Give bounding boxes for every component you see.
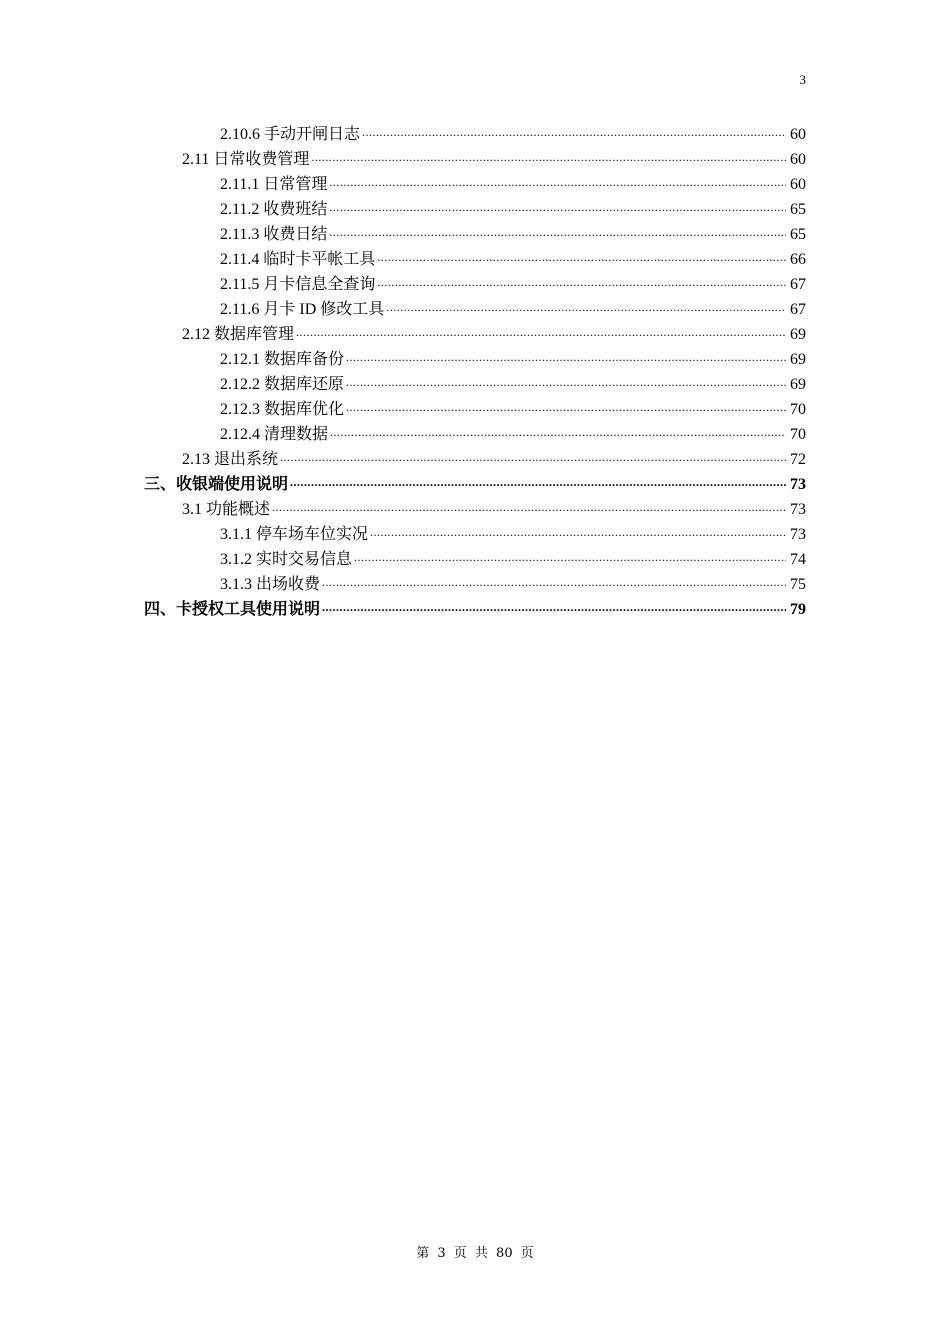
- toc-dot-leader: [296, 314, 786, 339]
- toc-entry-title: 2.11.1 日常管理: [220, 176, 328, 193]
- toc-entry-title: 三、收银端使用说明: [144, 476, 289, 493]
- toc-entry-page: 65: [790, 226, 806, 243]
- toc-entry-title: 3.1.1 停车场车位实况: [220, 526, 369, 543]
- toc-entry-page: 79: [790, 601, 806, 618]
- toc-entry-title: 2.13 退出系统: [182, 451, 279, 468]
- toc-dot-leader: [330, 414, 786, 439]
- toc-entry-title: 2.11.4 临时卡平帐工具: [220, 251, 376, 268]
- toc-entry-title: 2.12 数据库管理: [182, 326, 295, 343]
- toc-dot-leader: [329, 214, 786, 239]
- toc-entry-page: 69: [790, 376, 806, 393]
- toc-entry-page: 69: [790, 326, 806, 343]
- toc-dot-leader: [280, 439, 786, 464]
- toc-entry-title: 3.1 功能概述: [182, 501, 271, 518]
- toc-dot-leader: [377, 239, 786, 264]
- toc-entry-page: 73: [790, 476, 806, 493]
- toc-dot-leader: [322, 564, 786, 589]
- toc-entry-title: 2.12.1 数据库备份: [220, 351, 345, 368]
- toc-entry-page: 73: [790, 526, 806, 543]
- toc-entry-page: 65: [790, 201, 806, 218]
- toc-entry-title: 2.12.3 数据库优化: [220, 401, 345, 418]
- toc-entry-page: 75: [790, 576, 806, 593]
- toc-dot-leader: [329, 189, 786, 214]
- toc-entry-page: 67: [790, 276, 806, 293]
- toc-entry-title: 四、卡授权工具使用说明: [144, 601, 321, 618]
- toc-entry-page: 73: [790, 501, 806, 518]
- toc-entry-title: 3.1.2 实时交易信息: [220, 551, 353, 568]
- footer-page-info: 第 3 页 共 80 页: [416, 1246, 534, 1261]
- toc-entry-title: 2.11.2 收费班结: [220, 201, 328, 218]
- toc-entry-title: 2.12.2 数据库还原: [220, 376, 345, 393]
- toc-entry-page: 74: [790, 551, 806, 568]
- toc-dot-leader: [346, 364, 786, 389]
- toc-entry-page: 66: [790, 251, 806, 268]
- toc-entry-page: 70: [790, 401, 806, 418]
- toc-entry-title: 2.11.5 月卡信息全查询: [220, 276, 376, 293]
- toc-dot-leader: [272, 489, 786, 514]
- toc-dot-leader: [346, 389, 786, 414]
- toc-entry-page: 60: [790, 151, 806, 168]
- toc-dot-leader: [329, 164, 786, 189]
- toc-entry-page: 67: [790, 301, 806, 318]
- toc-entry-title: 3.1.3 出场收费: [220, 576, 321, 593]
- toc-dot-leader: [290, 464, 786, 489]
- toc-entry-title: 2.11.6 月卡 ID 修改工具: [220, 301, 385, 318]
- toc-entry-title: 2.10.6 手动开闸日志: [220, 126, 361, 143]
- toc-entry-page: 70: [790, 426, 806, 443]
- toc-entry-page: 60: [790, 126, 806, 143]
- toc-entry-page: 69: [790, 351, 806, 368]
- table-of-contents: [144, 114, 806, 618]
- toc-dot-leader: [354, 539, 786, 564]
- toc-dot-leader: [322, 589, 786, 614]
- toc-entry-title: 2.11 日常收费管理: [182, 151, 310, 168]
- toc-dot-leader: [362, 114, 786, 139]
- header-page-number: 3: [799, 72, 806, 87]
- toc-entry-page: 72: [790, 451, 806, 468]
- toc-dot-leader: [377, 264, 786, 289]
- toc-entry-title: 2.11.3 收费日结: [220, 226, 328, 243]
- toc-dot-leader: [386, 289, 786, 314]
- toc-dot-leader: [311, 139, 786, 164]
- toc-entry-title: 2.12.4 清理数据: [220, 426, 329, 443]
- toc-entry[interactable]: [144, 114, 806, 143]
- toc-dot-leader: [370, 514, 786, 539]
- toc-entry-page: 60: [790, 176, 806, 193]
- toc-dot-leader: [346, 339, 786, 364]
